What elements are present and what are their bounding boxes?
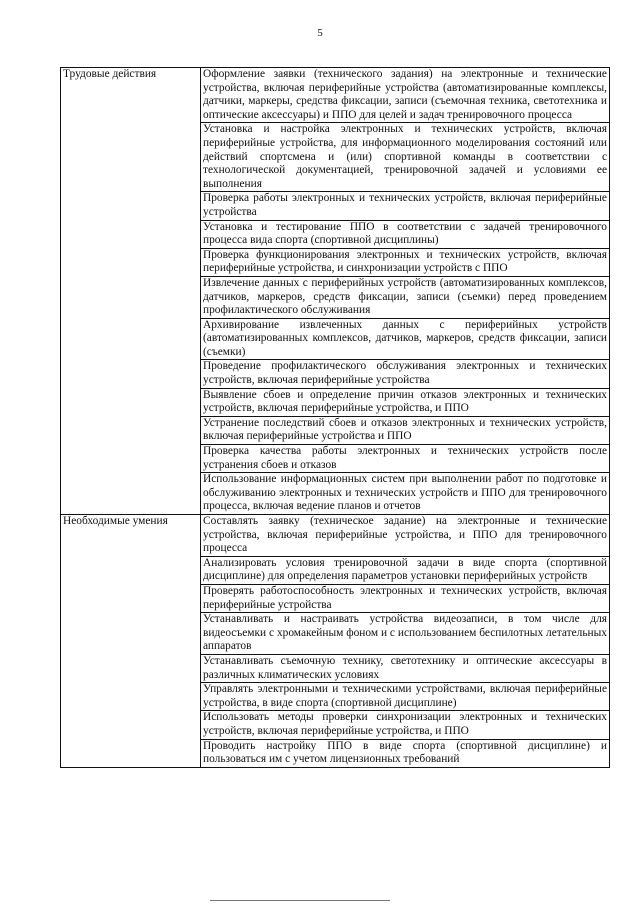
table-cell-item: Выявление сбоев и определение причин отказов электронных и технических устройств, включая периферийные устройства, и ППО	[201, 388, 610, 416]
page-bottom-divider	[210, 900, 390, 901]
table-cell-item: Устанавливать съемочную технику, светотехнику и оптические аксессуары в различных климатических условиях	[201, 654, 610, 682]
table-cell-item: Проверять работоспособность электронных и технических устройств, включая периферийные устройства	[201, 584, 610, 612]
table-cell-item: Проводить настройку ППО в виде спорта (спортивной дисциплине) и пользоваться им с учетом лицензионных требований	[201, 739, 610, 767]
table-cell-item: Использовать методы проверки синхронизации электронных и технических устройств, включая периферийные устройства, и ППО	[201, 711, 610, 739]
section-label: Необходимые умения	[61, 515, 201, 768]
table-cell-item: Проверка функционирования электронных и технических устройств, включая периферийные устройства, и синхронизации устройств с ППО	[201, 248, 610, 276]
table-cell-item: Установка и настройка электронных и технических устройств, включая периферийные устройства, для информационного моделирования состояний или действий спортсмена и (или) спортивной команды в соответствии с технологической документацией, тренировочной задачей и условиями ее выполнения	[201, 123, 610, 192]
requirements-table	[60, 67, 610, 768]
table-cell-item: Проведение профилактического обслуживания электронных и технических устройств, включая периферийные устройства	[201, 360, 610, 388]
page-number: 5	[317, 27, 323, 39]
table-body	[61, 68, 610, 768]
table-cell-item: Управлять электронными и техническими устройствами, включая периферийные устройства, в виде спорта (спортивной дисциплине)	[201, 683, 610, 711]
table-cell-item: Проверка качества работы электронных и технических устройств после устранения сбоев и отказов	[201, 445, 610, 473]
table-row	[61, 68, 610, 123]
table-cell-item: Проверка работы электронных и технических устройств, включая периферийные устройства	[201, 192, 610, 220]
table-cell-item: Устанавливать и настраивать устройства видеозаписи, в том числе для видеосъемки с хромакейным фоном и с использованием беспилотных летательных аппаратов	[201, 613, 610, 655]
table-cell-item: Использование информационных систем при выполнении работ по подготовке и обслуживанию электронных и технических устройств и ППО для тренировочного процесса, включая ведение планов и отчетов	[201, 473, 610, 515]
table-cell-item: Анализировать условия тренировочной задачи в виде спорта (спортивной дисциплине) для определения параметров установки периферийных устройств	[201, 556, 610, 584]
table-row	[61, 515, 610, 557]
table-cell-item: Устранение последствий сбоев и отказов электронных и технических устройств, включая периферийные устройства и ППО	[201, 416, 610, 444]
table-cell-item: Архивирование извлеченных данных с периферийных устройств (автоматизированных комплексов, датчиков, маркеров, средств фиксации, записи (съемки)	[201, 318, 610, 360]
table-cell-item: Оформление заявки (технического задания) на электронные и технические устройства, включая периферийные устройства (автоматизированные комплексы, датчики, маркеры, средства фиксации, записи (съемочная техника, светотехника и оптические аксессуары) и ППО для целей и задач тренировочного процесса	[201, 68, 610, 123]
table-cell-item: Установка и тестирование ППО в соответствии с задачей тренировочного процесса вида спорта (спортивной дисциплины)	[201, 220, 610, 248]
table-cell-item: Составлять заявку (техническое задание) на электронные и технические устройства, включая периферийные устройства, и ППО для тренировочного процесса	[201, 515, 610, 557]
table-cell-item: Извлечение данных с периферийных устройств (автоматизированных комплексов, датчиков, маркеров, средств фиксации, записи (съемки) перед проведением профилактического обслуживания	[201, 276, 610, 318]
section-label: Трудовые действия	[61, 68, 201, 515]
